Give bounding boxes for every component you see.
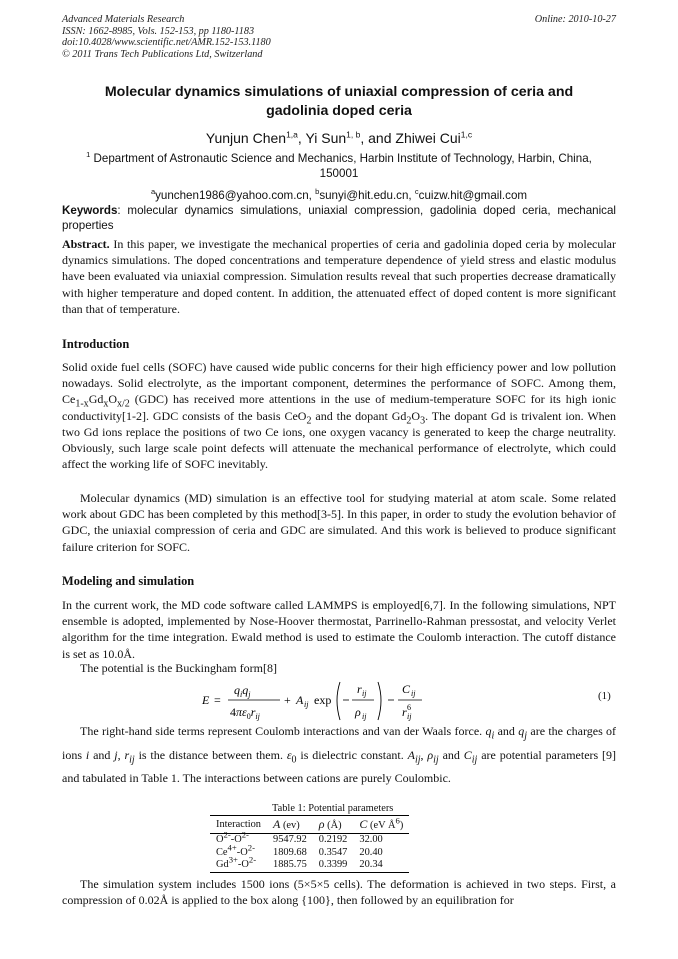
email-a-sup: a — [150, 187, 156, 197]
svg-text:r: r — [357, 682, 362, 696]
keywords-text: : molecular dynamics simulations, uniaxial compression, gadolinia doped ceria, mechanical properties — [62, 204, 616, 233]
introduction-paragraph-1 — [62, 359, 616, 472]
email-b[interactable]: sunyi@hit.edu.cn, — [319, 189, 412, 202]
svg-text:E: E — [202, 693, 210, 707]
table-cell: $O^{2-}-O^{2-}$ — [216, 829, 249, 845]
modeling-paragraph-1: In the current work, the MD code software called LAMMPS is employed[6,7]. In the following simulations, NPT ensemble is adopted, implemented by Nose-Hoover thermostat, Parrinello-Rahman pressostat, and velocity Verlet algorithm for the time integration. Ewald method is used to estimate the Coulomb interaction. The cutoff distance is set as 10.0Å. — [62, 598, 616, 661]
abstract — [62, 236, 616, 317]
table-cell: 9547.92 — [273, 834, 307, 845]
intro-sub: 2 — [306, 415, 312, 426]
journal-header — [62, 14, 271, 60]
authors: Yunjun Chen$^{1,a}$, Yi Sun$^{1, b}$, and Zhiwei Cui$^{1,c}$ — [205, 129, 473, 146]
rhs-text: are the charges of ions — [62, 724, 617, 762]
intro-sub: x — [103, 398, 109, 410]
affiliation-number: 1 — [86, 150, 91, 160]
table-header: C (eV $Å^6$) — [353, 816, 409, 834]
table-header: ρ (Å) — [313, 816, 354, 834]
svg-text:A: A — [296, 693, 304, 707]
rhs-text: and — [497, 724, 515, 738]
title-line-1: Molecular dynamics simulations of uniaxial compression of ceria and — [104, 84, 574, 100]
author-1-sup: 1,a — [286, 129, 298, 140]
svg-text:ij: ij — [362, 712, 367, 721]
table-row — [210, 834, 409, 847]
author-2: Yi Sun — [305, 130, 347, 146]
modeling-paragraph-2: The right-hand side terms represent Coulomb interactions and van der Waals force. $q_i$ and $q_j$ are the charges of ions i and j, $r_{ij}$ is the distance between them. $\varepsilon_0$ is dielectric constant. $A_{ij}$, $\rho_{ij}$ and $C_{ij}$ are potential parameters [9] and tabulated in Table 1. The interactions between cations are purely Coulombic. — [62, 724, 617, 785]
table-cell: 0.3399 — [313, 859, 354, 872]
copyright: © 2011 Trans Tech Publications Ltd, Switzerland — [62, 48, 263, 60]
rhs-text: are potential parameters [9] and tabulated in Table 1. The interactions between cations are purely Coulombic. — [62, 747, 617, 785]
svg-text:C: C — [402, 682, 411, 696]
svg-text:ρ: ρ — [355, 705, 361, 719]
potential-line: The potential is the Buckingham form[8] — [80, 661, 277, 675]
intro-sub: 2 — [406, 415, 412, 426]
svg-text:ij: ij — [411, 689, 416, 698]
table-cell: 20.34 — [353, 859, 409, 872]
equation-number: (1) — [598, 690, 611, 702]
email-c[interactable]: cuizw.hit@gmail.com — [418, 189, 528, 202]
affiliation-postcode: 150001 — [319, 167, 359, 180]
journal-name: Advanced Materials Research — [62, 14, 185, 25]
table-row — [210, 859, 409, 872]
rhs-text: and — [93, 747, 111, 762]
intro-text: and the dopant Gd — [311, 408, 407, 423]
keywords-label: Keywords — [62, 204, 118, 217]
paper-title — [62, 83, 616, 121]
online-date: Online: 2010-10-27 — [534, 14, 616, 25]
table-cell: $Gd^{3+}-O^{2-}$ — [210, 859, 267, 872]
intro-text: Solid oxide fuel cells (SOFC) have caused wide public concerns for their high efficiency power and low pollution nowadays. Solid electrolyte, as the important component, determines the performance of SOFC. Among them, Ce — [62, 360, 616, 407]
emails — [62, 189, 616, 203]
buckingham-equation — [200, 676, 460, 724]
introduction-heading: Introduction — [62, 337, 130, 351]
intro-text: . The dopant Gd is trivalent ion. When two Gd ions replace the positions of two Ce ions, one oxygen vacancy is generated to keep the charge neutrality. Obviously, such large scale point defects will attenuate the mechanical performance of electrolyte, which could affect the working life of SOFC inevitably. — [62, 408, 617, 472]
modeling-heading: Modeling and simulation — [62, 574, 195, 588]
svg-text:6: 6 — [407, 703, 411, 712]
table-cell: 20.40 — [359, 846, 383, 858]
intro-text: O — [411, 408, 421, 423]
author-1: Yunjun Chen — [205, 130, 287, 146]
simulation-paragraph: The simulation system includes 1500 ions (5×5×5 cells). The deformation is achieved in two steps. First, a compression of 0.02Å is applied to the box along {100}, then followed by an equilibration for — [62, 877, 616, 908]
intro-text: (GDC) has received more attentions in the use of medium-temperature SOFC for its high ionic conductivity[1-2]. GDC consists of the basis CeO — [62, 392, 616, 423]
abstract-label: Abstract. — [62, 237, 110, 251]
doi: doi:10.4028/www.scientific.net/AMR.152-153.1180 — [62, 37, 271, 48]
rhs-text: is dielectric constant. — [300, 747, 404, 762]
affiliation-text: Department of Astronautic Science and Mechanics, Harbin Institute of Technology, Harbin, China — [93, 152, 589, 165]
issn: ISSN: 1662-8985, Vols. 152-153, pp 1180-1183 — [62, 25, 255, 37]
svg-text:ij: ij — [407, 712, 412, 721]
table-header-row — [210, 816, 409, 834]
author-3: and Zhiwei Cui — [368, 130, 461, 146]
rhs-text: is the distance between them. — [138, 747, 283, 762]
rhs-text: and — [442, 747, 460, 762]
title-line-2: gadolinia doped ceria — [266, 103, 412, 119]
svg-text:=: = — [214, 693, 221, 707]
table-cell: 0.3547 — [318, 846, 348, 858]
table-cell: $Ce^{4+}-O^{2-}$ — [216, 842, 255, 858]
intro-sub: 1-x — [75, 398, 89, 410]
table-header: Interaction — [210, 816, 267, 834]
intro-text: O — [108, 392, 118, 407]
intro-sub: x/2 — [117, 398, 130, 410]
keywords — [62, 203, 616, 234]
table-caption: Table 1: Potential parameters — [272, 803, 394, 814]
svg-text:+: + — [284, 693, 291, 707]
potential-parameters-table — [210, 815, 409, 873]
table-cell: 32.00 — [359, 834, 383, 845]
author-2-sup: 1, b — [346, 129, 361, 140]
intro-text: Gd — [88, 392, 104, 407]
rhs-text: , — [117, 747, 121, 762]
rhs-text: The right-hand side terms represent Coulomb interactions and van der Waals force. — [80, 724, 483, 738]
email-a[interactable]: yunchen1986@yahoo.com.cn, — [155, 189, 312, 202]
table-cell: 0.2192 — [318, 834, 348, 845]
author-3-sup: 1,c — [460, 129, 473, 140]
svg-text:qiqj: $q_iq_j$ — [234, 683, 251, 699]
table-header: A (ev) — [267, 816, 313, 834]
svg-text:ij: ij — [362, 689, 367, 698]
email-b-sup: b — [315, 187, 320, 197]
abstract-text: In this paper, we investigate the mechanical properties of ceria and gadolinia doped ceria by molecular dynamics simulations. The doped concentrations and temperature dependence of yield stress and elastic modulus have been evaluated via uniaxial compression. Simulation results reveal that such properties decrease dramatically with higher temperature and doped content. In addition, the attenuated effect of doped content is more significant than that of temperature. — [62, 237, 616, 316]
table-row — [210, 847, 409, 860]
table-cell: 1809.68 — [273, 846, 307, 858]
svg-text:r: r — [402, 705, 407, 719]
affiliation: $^1$ Department of Astronautic Science and Mechanics, Harbin Institute of Technology, Harbin, China, 150001 — [62, 151, 616, 181]
table-cell: 1885.75 — [267, 859, 313, 872]
introduction-paragraph-2: Molecular dynamics (MD) simulation is an effective tool for studying material at atom scale. Some related work about GDC has been completed by this method[3-5]. In this paper, in order to study the evolution behavior of GDC, the uniaxial compression of ceria and GDC are simulated. And this work is believed to produce significant failure criterion for SOFC. — [62, 491, 616, 554]
svg-text:exp: exp — [314, 693, 332, 707]
intro-sub: 3 — [420, 415, 426, 426]
email-c-sup: c — [414, 187, 419, 197]
svg-text:4πε0rij: $4\pi\varepsilon_0r_{ij}$ — [230, 705, 260, 721]
svg-text:ij: ij — [304, 700, 309, 709]
